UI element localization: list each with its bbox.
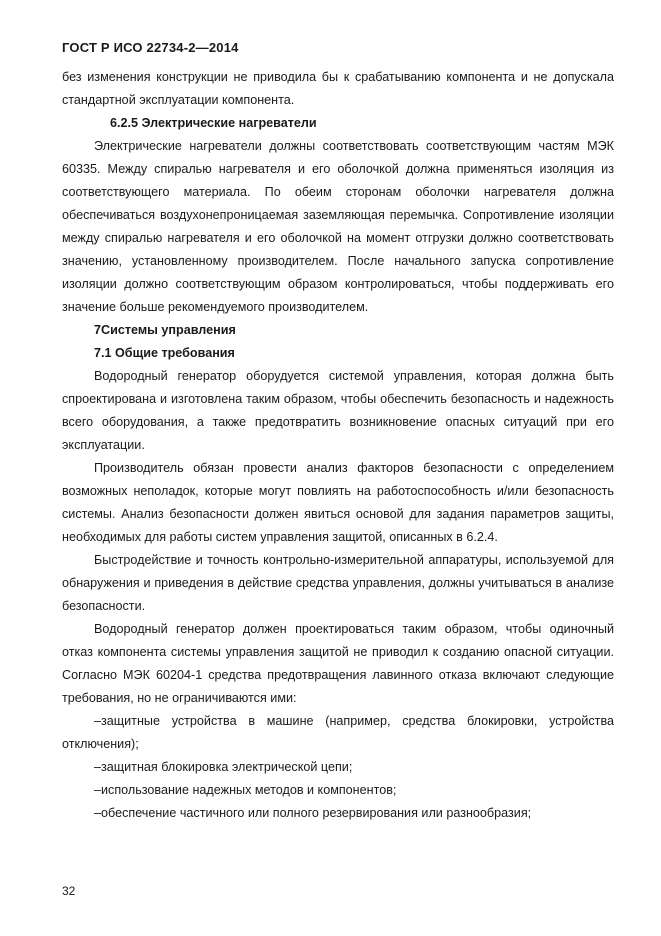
paragraph-continuation: без изменения конструкции не приводила бы к срабатыванию компонента и не допускала стандартной эксплуатации компонента. [62,70,614,107]
list-item: –защитные устройства в машине (например, средства блокировки, устройства отключения); [62,714,614,751]
document-header: ГОСТ Р ИСО 22734-2—2014 [62,40,239,55]
paragraph-single-failure: Водородный генератор должен проектироваться таким образом, чтобы одиночный отказ компонента системы управления защитой не приводил к созданию опасной ситуации. Согласно МЭК 60204-1 средства предотвращения лавинного отказа включают следующие требования, но не ограничиваются ими: [62,622,614,705]
document-body [62,66,614,825]
paragraph-safety-analysis: Производитель обязан провести анализ факторов безопасности с определением возможных неполадок, которые могут повлиять на работоспособность и/или безопасность системы. Анализ безопасности должен явиться основой для задания параметров защиты, необходимых для работы систем управления защитой, описанных в 6.2.4. [62,461,614,544]
list-item: –защитная блокировка электрической цепи; [94,760,353,774]
list-item: –обеспечение частичного или полного резервирования или разнообразия; [94,806,532,820]
paragraph-electric-heaters: Электрические нагреватели должны соответствовать соответствующим частям МЭК 60335. Между спиралью нагревателя и его оболочкой должна применяться изоляция из соответствующего материала. По обеим сторонам оболочки нагревателя должна обеспечиваться воздухонепроницаемая заземляющая перемычка. Сопротивление изоляции между спиралью нагревателя и его оболочкой на момент отгрузки должно соответствовать значению, установленному производителем. После начального запуска сопротивление изоляции должно соответствующим образом контролироваться, чтобы поддерживать его значение больше рекомендуемого производителем. [62,139,614,314]
page-number: 32 [62,884,76,898]
section-heading-7: 7Системы управления [94,323,236,337]
paragraph-control-system: Водородный генератор оборудуется системой управления, которая должна быть спроектирована и изготовлена таким образом, чтобы обеспечить безопасность и надежность всего оборудования, а также предотвратить возникновение опасных ситуаций при его эксплуатации. [62,369,614,452]
section-heading-6-2-5: 6.2.5 Электрические нагреватели [110,116,317,130]
list-item: –использование надежных методов и компонентов; [94,783,397,797]
section-heading-7-1: 7.1 Общие требования [94,346,235,360]
paragraph-instrumentation: Быстродействие и точность контрольно-измерительной аппаратуры, используемой для обнаружения и приведения в действие средства управления, должны учитываться в анализе безопасности. [62,553,614,613]
